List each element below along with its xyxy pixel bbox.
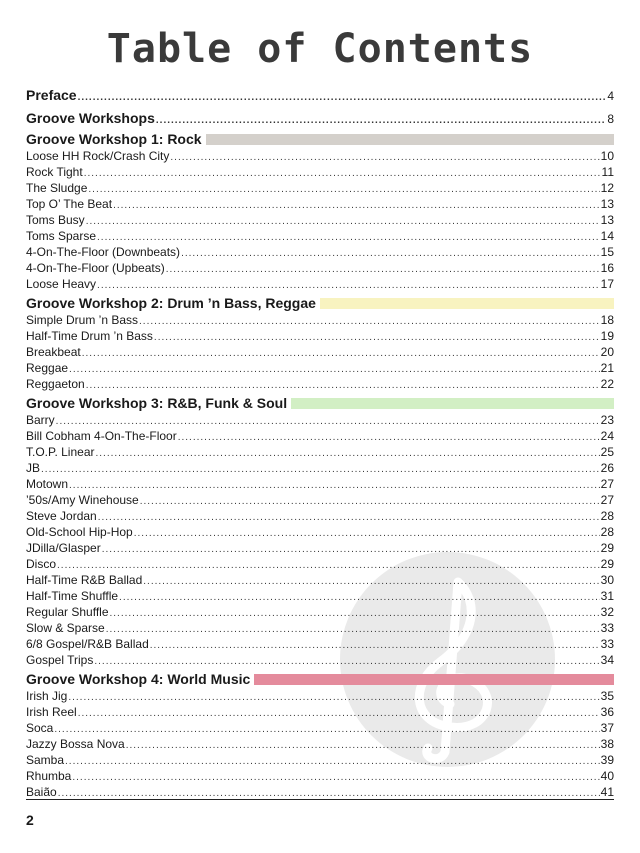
entry-page: 28 (600, 525, 614, 539)
entry-page: 21 (600, 361, 614, 375)
dot-leader (41, 462, 600, 478)
entry-title: Simple Drum ’n Bass (26, 313, 139, 327)
section-title: Groove Workshop 3: R&B, Funk & Soul (26, 395, 288, 411)
toc-entry[interactable] (26, 556, 614, 572)
entry-title: Rhumba (26, 769, 72, 783)
dot-leader (58, 786, 600, 802)
entry-page: 10 (600, 149, 614, 163)
entry-page: 28 (600, 509, 614, 523)
entry-title: Barry (26, 413, 55, 427)
toc-entry[interactable] (26, 212, 614, 228)
entry-title: Toms Busy (26, 213, 85, 227)
entry-page: 15 (600, 245, 614, 259)
entry-title: Samba (26, 753, 65, 767)
toc-entry[interactable] (26, 636, 614, 652)
section-color-bar (291, 398, 614, 409)
toc-entry[interactable] (26, 276, 614, 292)
entry-title: Top O’ The Beat (26, 197, 113, 211)
dot-leader (95, 446, 599, 462)
dot-leader (86, 214, 600, 230)
dot-leader (94, 654, 599, 670)
toc-entry-preface[interactable] (26, 86, 614, 105)
toc-entry[interactable] (26, 360, 614, 376)
entry-title: Groove Workshops (26, 110, 155, 126)
toc-entry[interactable] (26, 344, 614, 360)
section-heading-rock[interactable] (26, 130, 614, 148)
section-title: Groove Workshop 2: Drum ’n Bass, Reggae (26, 295, 316, 311)
toc-entry[interactable] (26, 688, 614, 704)
dot-leader (143, 574, 599, 590)
entry-page: 27 (600, 493, 614, 507)
section-title: Groove Workshop 1: Rock (26, 131, 202, 147)
dot-leader (69, 478, 600, 494)
toc-entry[interactable] (26, 588, 614, 604)
dot-leader (98, 510, 600, 526)
entry-title: Loose Heavy (26, 277, 97, 291)
entry-title: Disco (26, 557, 57, 571)
entry-title: Steve Jordan (26, 509, 97, 523)
toc-entry[interactable] (26, 652, 614, 668)
entry-page: 32 (600, 605, 614, 619)
toc-entry[interactable] (26, 228, 614, 244)
dot-leader (82, 346, 600, 362)
entry-page: 8 (607, 112, 614, 126)
dot-leader (119, 590, 600, 606)
toc-entry[interactable] (26, 412, 614, 428)
section-heading-drum-n-bass-reggae[interactable] (26, 294, 614, 312)
entry-title: Preface (26, 87, 77, 103)
dot-leader (88, 182, 599, 198)
dot-leader (97, 278, 600, 294)
entry-page: 26 (600, 461, 614, 475)
entry-title: 4-On-The-Floor (Downbeats) (26, 245, 181, 259)
entry-page: 16 (600, 261, 614, 275)
entry-title: Toms Sparse (26, 229, 97, 243)
toc-entry[interactable] (26, 752, 614, 768)
entry-title: Regular Shuffle (26, 605, 109, 619)
dot-leader (110, 606, 600, 622)
toc-entry[interactable] (26, 784, 614, 800)
dot-leader (139, 314, 600, 330)
toc-entry[interactable] (26, 260, 614, 276)
toc-entry[interactable] (26, 508, 614, 524)
dot-leader (140, 494, 600, 510)
entry-page: 29 (600, 541, 614, 555)
toc-entry[interactable] (26, 196, 614, 212)
toc-entry[interactable] (26, 604, 614, 620)
entry-title: Jazzy Bossa Nova (26, 737, 125, 751)
section-title: Groove Workshop 4: World Music (26, 671, 251, 687)
dot-leader (113, 198, 600, 214)
entry-title: Loose HH Rock/Crash City (26, 149, 170, 163)
entry-title: Irish Jig (26, 689, 68, 703)
dot-leader (68, 690, 599, 706)
entry-title: JB (26, 461, 41, 475)
entry-title: Rock Tight (26, 165, 83, 179)
entry-title: Motown (26, 477, 69, 491)
entry-page: 37 (600, 721, 614, 735)
entry-title: Breakbeat (26, 345, 81, 359)
toc-entry[interactable] (26, 180, 614, 196)
toc-entry[interactable] (26, 524, 614, 540)
entry-title: The Sludge (26, 181, 88, 195)
entry-title: Baião (26, 785, 57, 799)
dot-leader (69, 362, 600, 378)
dot-leader (156, 111, 606, 130)
dot-leader (166, 262, 600, 278)
entry-title: Slow & Sparse (26, 621, 105, 635)
entry-page: 12 (600, 181, 614, 195)
toc-entry[interactable] (26, 312, 614, 328)
entry-page: 33 (600, 637, 614, 651)
section-heading-rnb-funk-soul[interactable] (26, 394, 614, 412)
entry-page: 27 (600, 477, 614, 491)
dot-leader (78, 88, 607, 107)
entry-title: Reggaeton (26, 377, 85, 391)
toc-entry[interactable] (26, 164, 614, 180)
entry-page: 38 (600, 737, 614, 751)
dot-leader (150, 638, 600, 654)
entry-title: Reggae (26, 361, 69, 375)
entry-title: 6/8 Gospel/R&B Ballad (26, 637, 149, 651)
entry-title: Gospel Trips (26, 653, 94, 667)
section-color-bar (320, 298, 614, 309)
section-color-bar (254, 674, 614, 685)
dot-leader (106, 622, 600, 638)
entry-title: Bill Cobham 4-On-The-Floor (26, 429, 177, 443)
entry-page: 13 (600, 197, 614, 211)
entry-page: 34 (600, 653, 614, 667)
toc-entry[interactable] (26, 428, 614, 444)
dot-leader (78, 706, 600, 722)
dot-leader (65, 754, 600, 770)
dot-leader (86, 378, 600, 394)
dot-leader (72, 770, 599, 786)
toc-entry[interactable] (26, 540, 614, 556)
toc-entry[interactable] (26, 460, 614, 476)
toc-entry[interactable] (26, 492, 614, 508)
entry-page: 23 (600, 413, 614, 427)
entry-page: 14 (600, 229, 614, 243)
entry-title: Irish Reel (26, 705, 77, 719)
entry-page: 41 (600, 785, 614, 799)
entry-page: 36 (600, 705, 614, 719)
toc-entry[interactable] (26, 704, 614, 720)
entry-title: ’50s/Amy Winehouse (26, 493, 139, 507)
toc-entry[interactable] (26, 572, 614, 588)
entry-page: 4 (607, 89, 614, 103)
entry-page: 25 (600, 445, 614, 459)
toc-entry[interactable] (26, 768, 614, 784)
entry-page: 35 (600, 689, 614, 703)
entry-title: Half-Time Shuffle (26, 589, 119, 603)
toc-entry[interactable] (26, 244, 614, 260)
entry-page: 30 (600, 573, 614, 587)
entry-page: 13 (600, 213, 614, 227)
entry-page: 31 (600, 589, 614, 603)
entry-title: Soca (26, 721, 54, 735)
page-number: 2 (26, 812, 34, 828)
entry-title: Old-School Hip-Hop (26, 525, 133, 539)
dot-leader (126, 738, 600, 754)
entry-page: 20 (600, 345, 614, 359)
section-color-bar (206, 134, 614, 145)
dot-leader (181, 246, 600, 262)
entry-title: Half-Time Drum ’n Bass (26, 329, 153, 343)
dot-leader (154, 330, 600, 346)
toc-entry[interactable] (26, 720, 614, 736)
toc-entry[interactable] (26, 444, 614, 460)
entry-title: 4-On-The-Floor (Upbeats) (26, 261, 165, 275)
toc-entry[interactable] (26, 736, 614, 752)
table-of-contents (26, 86, 614, 800)
toc-entry[interactable] (26, 620, 614, 636)
entry-title: T.O.P. Linear (26, 445, 95, 459)
entry-page: 18 (600, 313, 614, 327)
toc-entry-groove-workshops[interactable] (26, 109, 614, 128)
toc-entry[interactable] (26, 376, 614, 392)
dot-leader (170, 150, 599, 166)
dot-leader (102, 542, 600, 558)
entry-page: 29 (600, 557, 614, 571)
dot-leader (178, 430, 600, 446)
entry-page: 22 (600, 377, 614, 391)
entry-page: 33 (600, 621, 614, 635)
dot-leader (84, 166, 601, 182)
dot-leader (134, 526, 600, 542)
page-title: Table of Contents (106, 26, 534, 72)
entry-page: 17 (600, 277, 614, 291)
entry-page: 40 (600, 769, 614, 783)
entry-page: 11 (601, 165, 614, 179)
entry-page: 19 (600, 329, 614, 343)
toc-entry[interactable] (26, 328, 614, 344)
dot-leader (54, 722, 599, 738)
entry-page: 39 (600, 753, 614, 767)
toc-entry[interactable] (26, 476, 614, 492)
entry-title: Half-Time R&B Ballad (26, 573, 143, 587)
entry-page: 24 (600, 429, 614, 443)
toc-entry[interactable] (26, 148, 614, 164)
section-heading-world-music[interactable] (26, 670, 614, 688)
entry-title: JDilla/Glasper (26, 541, 101, 555)
